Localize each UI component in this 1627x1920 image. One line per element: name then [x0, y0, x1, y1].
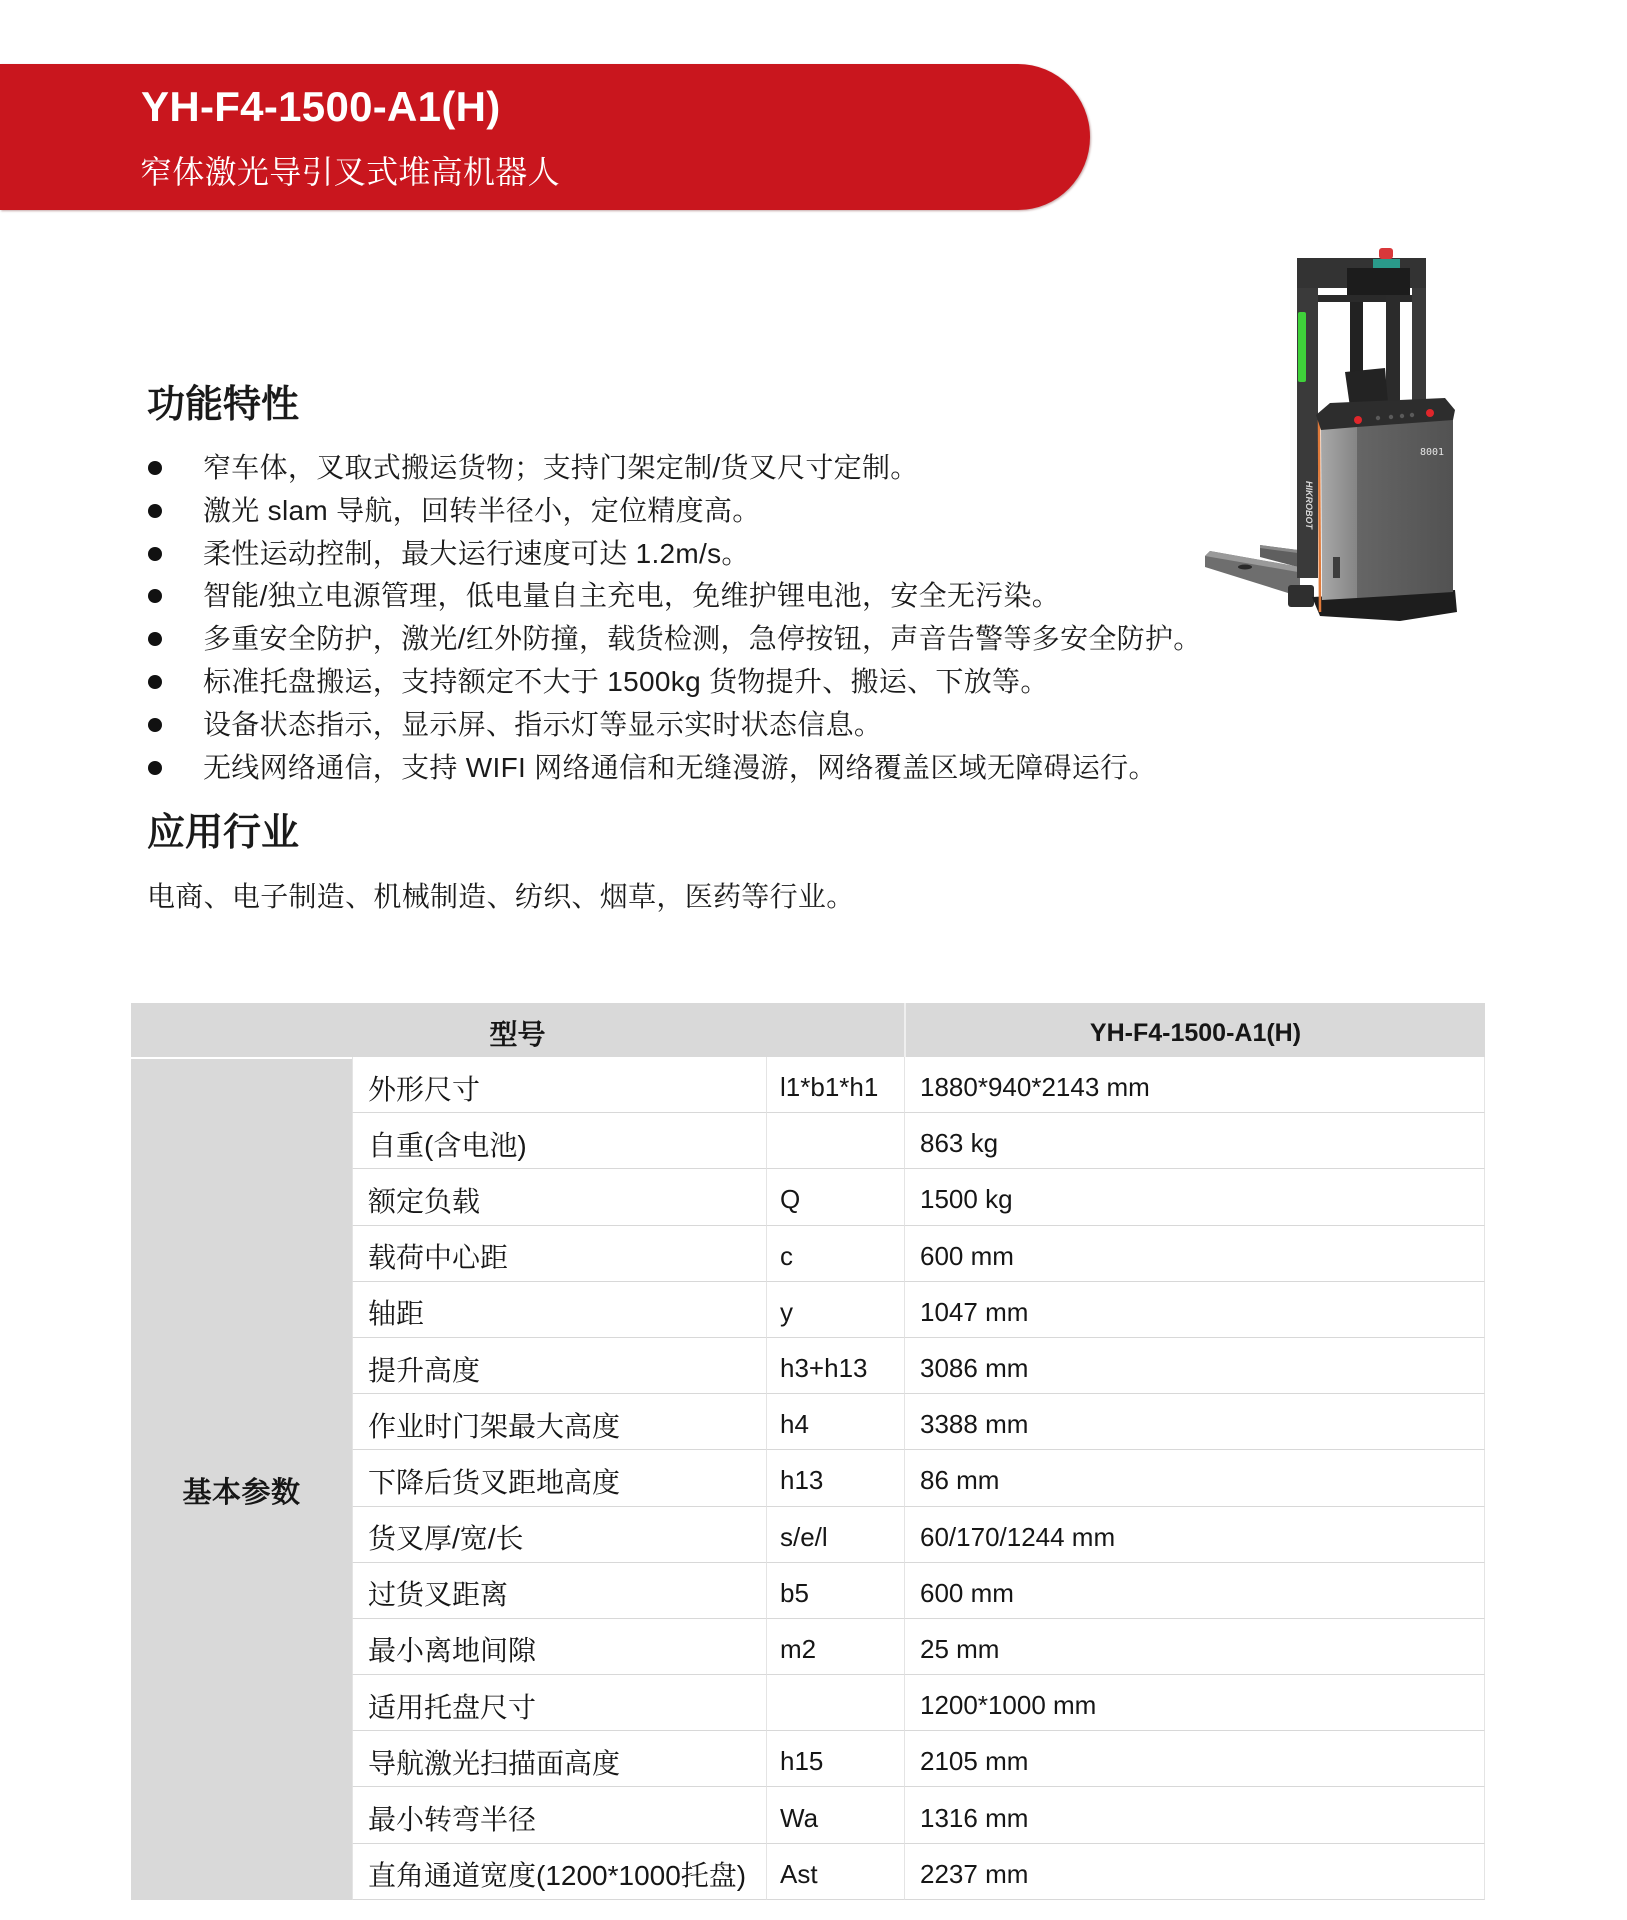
applications-heading: 应用行业 — [147, 812, 300, 854]
spec-name-cell: 货叉厚/宽/长 — [352, 1507, 766, 1563]
spec-name-cell: 额定负载 — [352, 1169, 766, 1225]
bullet-icon — [148, 675, 162, 689]
spec-symbol-cell: h15 — [766, 1731, 904, 1787]
spec-value-cell: 60/170/1244 mm — [904, 1507, 1485, 1563]
feature-item — [147, 704, 1202, 747]
spec-value-cell: 25 mm — [904, 1619, 1485, 1675]
model-label-header: 型号 — [489, 1019, 546, 1050]
spec-symbol-cell: Wa — [766, 1787, 904, 1843]
spec-name-cell: 作业时门架最大高度 — [352, 1394, 766, 1450]
bullet-icon — [148, 547, 162, 561]
feature-item — [147, 533, 1202, 576]
spec-value-cell: 1500 kg — [904, 1169, 1485, 1225]
feature-item — [147, 490, 1202, 533]
feature-text: 柔性运动控制，最大运行速度可达 1.2m/s。 — [203, 537, 750, 569]
spec-value-cell: 86 mm — [904, 1450, 1485, 1506]
feature-item — [147, 447, 1202, 490]
bullet-icon — [148, 461, 162, 475]
feature-item — [147, 661, 1202, 704]
spec-name-cell: 过货叉距离 — [352, 1563, 766, 1619]
spec-name-cell: 适用托盘尺寸 — [352, 1675, 766, 1731]
feature-text: 无线网络通信，支持 WIFI 网络通信和无缝漫游，网络覆盖区域无障碍运行。 — [203, 751, 1157, 783]
spec-name-cell: 直角通道宽度(1200*1000托盘) — [352, 1844, 766, 1900]
spec-symbol-cell: m2 — [766, 1619, 904, 1675]
spec-value-cell: 600 mm — [904, 1563, 1485, 1619]
bullet-icon — [148, 761, 162, 775]
feature-item — [147, 618, 1202, 661]
spec-value-cell: 1880*940*2143 mm — [904, 1057, 1485, 1113]
robot-body-icon — [1312, 398, 1457, 621]
spec-name-cell: 自重(含电池) — [352, 1113, 766, 1169]
spec-symbol-cell: b5 — [766, 1563, 904, 1619]
spec-symbol-cell: h13 — [766, 1450, 904, 1506]
spec-table-header — [131, 1003, 1485, 1057]
feature-text: 设备状态指示，显示屏、指示灯等显示实时状态信息。 — [203, 708, 883, 740]
spec-name-cell: 外形尺寸 — [352, 1057, 766, 1113]
spec-table-body — [131, 1057, 1485, 1900]
feature-list — [147, 447, 1202, 789]
brand-label: HIKROBOT — [1304, 481, 1314, 529]
feature-text: 激光 slam 导航，回转半径小，定位精度高。 — [203, 494, 761, 526]
spec-table — [131, 1003, 1485, 1900]
spec-symbol-cell: y — [766, 1282, 904, 1338]
bullet-icon — [148, 718, 162, 732]
spec-symbol-cell: h4 — [766, 1394, 904, 1450]
spec-name-cell: 载荷中心距 — [352, 1226, 766, 1282]
spec-symbol-cell: Ast — [766, 1844, 904, 1900]
feature-text: 窄车体，叉取式搬运货物；支持门架定制/货叉尺寸定制。 — [203, 452, 919, 483]
spec-name-cell: 最小转弯半径 — [352, 1787, 766, 1843]
unit-label: 8001 — [1419, 447, 1445, 458]
spec-value-cell: 1047 mm — [904, 1282, 1485, 1338]
features-heading: 功能特性 — [147, 384, 300, 426]
product-image — [1195, 240, 1465, 630]
spec-name-cell: 下降后货叉距地高度 — [352, 1450, 766, 1506]
spec-symbol-cell — [766, 1675, 904, 1731]
spec-value-cell: 3086 mm — [904, 1338, 1485, 1394]
bullet-icon — [148, 632, 162, 646]
bullet-icon — [148, 504, 162, 518]
applications-text: 电商、电子制造、机械制造、纺织、烟草，医药等行业。 — [147, 881, 855, 912]
product-model-title: YH-F4-1500-A1(H) — [141, 83, 501, 130]
spec-symbol-cell: s/e/l — [766, 1507, 904, 1563]
spec-value-cell: 1316 mm — [904, 1787, 1485, 1843]
feature-text: 标准托盘搬运，支持额定不大于 1500kg 货物提升、搬运、下放等。 — [203, 665, 1049, 697]
spec-value-cell: 1200*1000 mm — [904, 1675, 1485, 1731]
model-value-header: YH-F4-1500-A1(H) — [904, 1003, 1485, 1057]
spec-name-cell: 提升高度 — [352, 1338, 766, 1394]
spec-symbol-cell: Q — [766, 1169, 904, 1225]
spec-name-cell: 轴距 — [352, 1282, 766, 1338]
spec-symbol-cell: c — [766, 1226, 904, 1282]
spec-symbol-cell: l1*b1*h1 — [766, 1057, 904, 1113]
spec-value-cell: 3388 mm — [904, 1394, 1485, 1450]
bullet-icon — [148, 589, 162, 603]
feature-item — [147, 575, 1202, 618]
spec-value-cell: 863 kg — [904, 1113, 1485, 1169]
spec-symbol-cell: h3+h13 — [766, 1338, 904, 1394]
feature-text: 智能/独立电源管理，低电量自主充电，免维护锂电池，安全无污染。 — [203, 580, 1061, 612]
spec-value-cell: 2105 mm — [904, 1731, 1485, 1787]
group-label-cell: 基本参数 — [131, 1057, 352, 1900]
spec-symbol-cell — [766, 1113, 904, 1169]
spec-name-cell: 最小离地间隙 — [352, 1619, 766, 1675]
feature-text: 多重安全防护，激光/红外防撞，载货检测，急停按钮，声音告警等多安全防护。 — [203, 623, 1202, 655]
feature-item — [147, 747, 1202, 790]
spec-value-cell: 600 mm — [904, 1226, 1485, 1282]
spec-value-cell: 2237 mm — [904, 1844, 1485, 1900]
spec-name-cell: 导航激光扫描面高度 — [352, 1731, 766, 1787]
product-subtitle: 窄体激光导引叉式堆高机器人 — [140, 154, 560, 190]
